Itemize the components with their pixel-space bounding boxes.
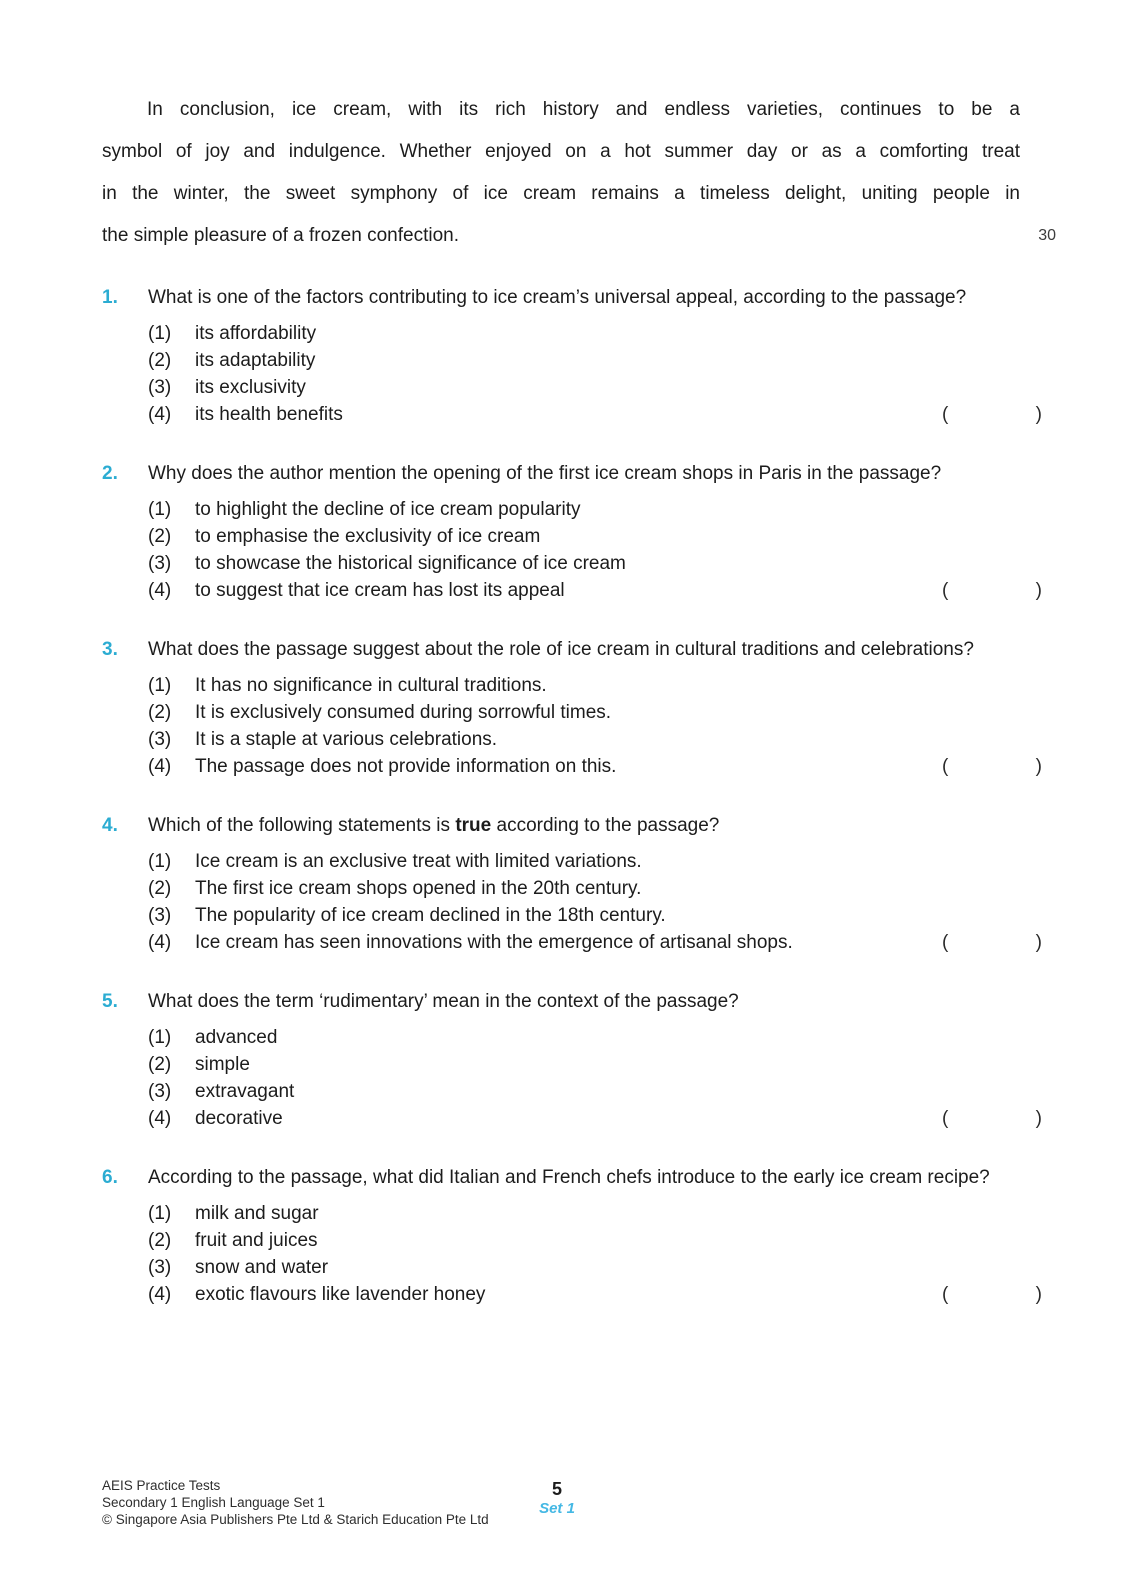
question-number: 2. [102, 463, 118, 484]
option-row [148, 902, 1020, 929]
question-text-pre: What does the passage suggest about the role of ice cream in cultural traditions and celebrations? [148, 639, 974, 660]
question-text [148, 284, 1020, 312]
option-row [148, 523, 1020, 550]
option-row [148, 496, 1020, 523]
question-block [102, 636, 1042, 780]
option-row [148, 1227, 1020, 1254]
option-text: It is a staple at various celebrations. [195, 729, 498, 750]
options-list [148, 320, 1042, 428]
answer-bracket-close: ) [1035, 404, 1042, 425]
option-marker: (3) [148, 1257, 172, 1278]
option-row [148, 374, 1020, 401]
footer-line-subject: Secondary 1 English Language Set 1 [102, 1495, 325, 1510]
option-marker: (4) [148, 580, 172, 601]
option-marker: (2) [148, 878, 172, 899]
question-number: 3. [102, 639, 118, 660]
option-text: Ice cream is an exclusive treat with limited variations. [195, 851, 642, 872]
option-marker: (4) [148, 932, 172, 953]
answer-brackets [942, 753, 1042, 780]
passage-line: In conclusion, ice cream, with its rich history and endless varieties, continues to be a [147, 99, 1020, 120]
question-text-post: according to the passage? [491, 815, 720, 836]
footer-line-series: AEIS Practice Tests [102, 1478, 221, 1493]
option-text: milk and sugar [195, 1203, 319, 1224]
option-row [148, 1051, 1020, 1078]
passage-line-number: 30 [1038, 227, 1056, 244]
option-row [148, 1105, 1042, 1132]
option-row [148, 875, 1020, 902]
answer-bracket-open: ( [942, 1284, 949, 1305]
option-text: The popularity of ice cream declined in the 18th century. [195, 905, 666, 926]
option-marker: (2) [148, 1054, 172, 1075]
option-text: The passage does not provide information on this. [195, 756, 617, 777]
option-row [148, 699, 1020, 726]
option-row [148, 320, 1020, 347]
answer-bracket-open: ( [942, 932, 949, 953]
options-list [148, 496, 1042, 604]
option-row [148, 1254, 1020, 1281]
option-text: to emphasise the exclusivity of ice cream [195, 526, 541, 547]
passage [102, 89, 1056, 257]
option-marker: (4) [148, 756, 172, 777]
option-marker: (3) [148, 729, 172, 750]
question-block [102, 812, 1042, 956]
option-row [148, 550, 1020, 577]
answer-brackets [942, 1105, 1042, 1132]
answer-bracket-open: ( [942, 404, 949, 425]
answer-bracket-close: ) [1035, 1284, 1042, 1305]
option-row [148, 672, 1020, 699]
option-marker: (3) [148, 553, 172, 574]
option-marker: (1) [148, 323, 172, 344]
question-text [148, 460, 1020, 488]
question-head [102, 988, 1020, 1016]
option-marker: (1) [148, 1203, 172, 1224]
answer-brackets [942, 577, 1042, 604]
passage-line [102, 215, 1056, 257]
answer-bracket-close: ) [1035, 580, 1042, 601]
option-text: advanced [195, 1027, 278, 1048]
option-row [148, 347, 1020, 374]
option-text: its affordability [195, 323, 317, 344]
option-text: snow and water [195, 1257, 329, 1278]
option-text: It is exclusively consumed during sorrowful times. [195, 702, 612, 723]
option-marker: (1) [148, 851, 172, 872]
question-text [148, 812, 1020, 840]
option-text: exotic flavours like lavender honey [195, 1284, 486, 1305]
question-head [102, 1164, 1020, 1192]
passage-line: symbol of joy and indulgence. Whether enjoyed on a hot summer day or as a comforting treat [102, 141, 1020, 162]
option-text: The first ice cream shops opened in the 20th century. [195, 878, 642, 899]
footer-line-copyright: © Singapore Asia Publishers Pte Ltd & Starich Education Pte Ltd [102, 1512, 489, 1527]
answer-brackets [942, 1281, 1042, 1308]
option-text: to highlight the decline of ice cream popularity [195, 499, 581, 520]
question-text [148, 1164, 1020, 1192]
option-marker: (1) [148, 675, 172, 696]
question-text-pre: According to the passage, what did Italian and French chefs introduce to the early ice cream recipe? [148, 1167, 990, 1188]
question-number: 6. [102, 1167, 118, 1188]
option-row [148, 1200, 1020, 1227]
question-text [148, 636, 1020, 664]
option-text: its health benefits [195, 404, 343, 425]
question-number: 5. [102, 991, 118, 1012]
option-text: extravagant [195, 1081, 295, 1102]
question-text-pre: What does the term ‘rudimentary’ mean in the context of the passage? [148, 991, 739, 1012]
page-number: 5 [551, 1479, 562, 1499]
answer-brackets [942, 929, 1042, 956]
option-marker: (2) [148, 526, 172, 547]
question-number: 1. [102, 287, 118, 308]
question-block [102, 460, 1042, 604]
questions-list [102, 284, 1042, 1308]
option-marker: (3) [148, 1081, 172, 1102]
option-row [148, 929, 1042, 956]
option-text: Ice cream has seen innovations with the emergence of artisanal shops. [195, 932, 793, 953]
footer-publisher-info [102, 1477, 489, 1528]
option-marker: (4) [148, 1284, 172, 1305]
answer-bracket-open: ( [942, 756, 949, 777]
question-text-bold: true [455, 815, 492, 836]
footer-page-indicator [512, 1479, 602, 1518]
question-head [102, 812, 1020, 840]
answer-bracket-close: ) [1035, 756, 1042, 777]
set-label: Set 1 [539, 1500, 575, 1517]
question-block [102, 284, 1042, 428]
question-head [102, 460, 1020, 488]
option-row [148, 848, 1020, 875]
options-list [148, 672, 1042, 780]
answer-bracket-close: ) [1035, 932, 1042, 953]
option-text: its adaptability [195, 350, 316, 371]
question-head [102, 284, 1020, 312]
option-row [148, 1078, 1020, 1105]
question-text-pre: Why does the author mention the opening of the first ice cream shops in Paris in the passage? [148, 463, 942, 484]
question-text-pre: Which of the following statements is [148, 815, 456, 836]
option-marker: (4) [148, 404, 172, 425]
option-marker: (2) [148, 702, 172, 723]
option-text: It has no significance in cultural traditions. [195, 675, 547, 696]
option-text: to suggest that ice cream has lost its appeal [195, 580, 565, 601]
answer-bracket-open: ( [942, 580, 949, 601]
options-list [148, 1200, 1042, 1308]
page-content [102, 89, 1056, 1340]
option-text: its exclusivity [195, 377, 306, 398]
option-row [148, 1024, 1020, 1051]
question-head [102, 636, 1020, 664]
option-marker: (3) [148, 377, 172, 398]
passage-line: in the winter, the sweet symphony of ice cream remains a timeless delight, uniting people in [102, 183, 1020, 204]
option-row [148, 753, 1042, 780]
options-list [148, 1024, 1042, 1132]
option-text: to showcase the historical significance of ice cream [195, 553, 626, 574]
question-text-pre: What is one of the factors contributing to ice cream’s universal appeal, according to the passage? [148, 287, 967, 308]
option-row [148, 1281, 1042, 1308]
question-block [102, 1164, 1042, 1308]
option-marker: (3) [148, 905, 172, 926]
option-marker: (1) [148, 499, 172, 520]
option-marker: (1) [148, 1027, 172, 1048]
options-list [148, 848, 1042, 956]
answer-bracket-close: ) [1035, 1108, 1042, 1129]
option-marker: (2) [148, 1230, 172, 1251]
option-row [148, 577, 1042, 604]
option-marker: (2) [148, 350, 172, 371]
passage-line-text: the simple pleasure of a frozen confection. [102, 225, 459, 246]
answer-brackets [942, 401, 1042, 428]
answer-bracket-open: ( [942, 1108, 949, 1129]
option-row [148, 726, 1020, 753]
question-block [102, 988, 1042, 1132]
option-row [148, 401, 1042, 428]
option-marker: (4) [148, 1108, 172, 1129]
question-number: 4. [102, 815, 118, 836]
option-text: decorative [195, 1108, 283, 1129]
option-text: fruit and juices [195, 1230, 318, 1251]
option-text: simple [195, 1054, 250, 1075]
question-text [148, 988, 1020, 1016]
